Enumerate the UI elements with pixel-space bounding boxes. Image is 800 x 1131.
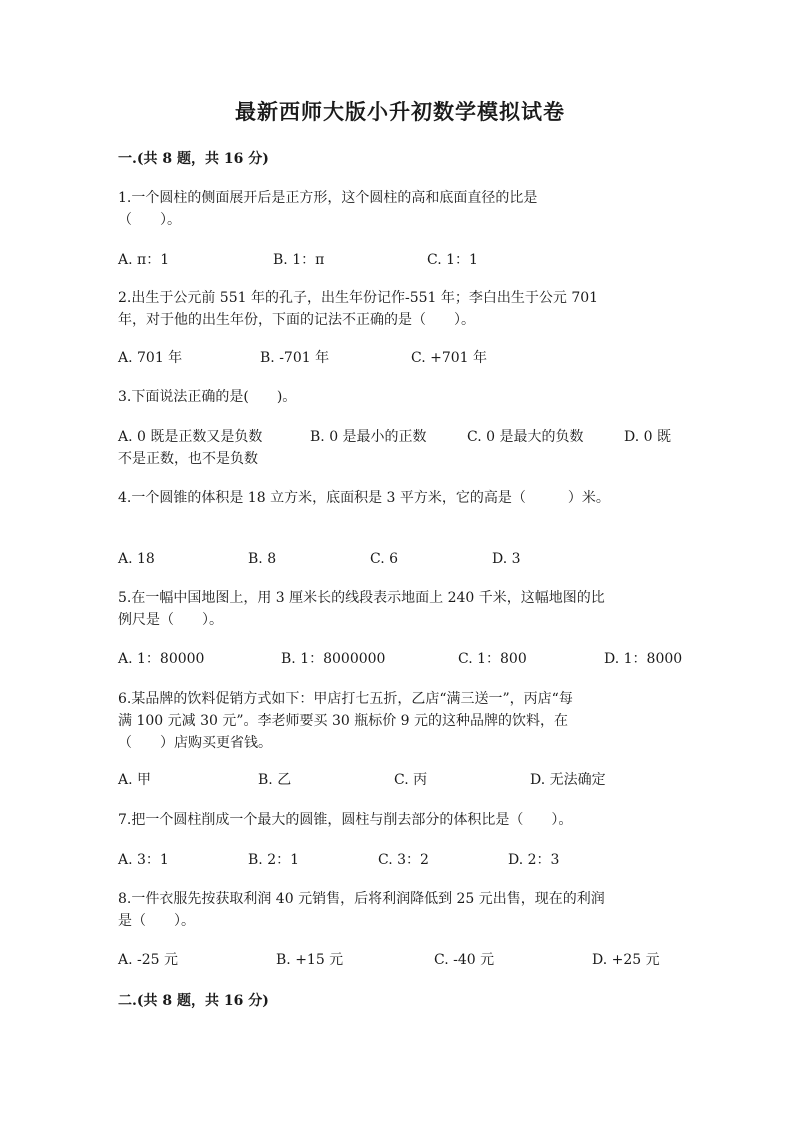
question-7 — [118, 809, 678, 831]
question-1-line-1: 1.一个圆柱的侧面展开后是正方形，这个圆柱的高和底面直径的比是 — [118, 190, 538, 206]
question-1 — [118, 187, 678, 231]
question-4-option-a: A. 18 — [118, 551, 155, 567]
question-6-option-a: A. 甲 — [118, 772, 152, 788]
question-4-option-d: D. 3 — [492, 551, 521, 567]
section-heading-2: 二.(共 8 题，共 16 分) — [118, 993, 269, 1009]
question-5-option-a: A. 1：80000 — [118, 651, 205, 667]
question-2 — [118, 287, 678, 331]
question-6-option-b: B. 乙 — [258, 772, 292, 788]
question-8-option-a: A. -25 元 — [118, 952, 179, 968]
question-3-option-d-continued: 不是正数，也不是负数 — [118, 451, 258, 467]
question-7-option-d: D. 2：3 — [508, 852, 560, 868]
question-2-option-a: A. 701 年 — [118, 350, 183, 366]
question-8-option-c: C. -40 元 — [434, 952, 495, 968]
question-4-option-c: C. 6 — [370, 551, 399, 567]
question-7-option-a: A. 3：1 — [118, 852, 169, 868]
question-3-line-1: 3.下面说法正确的是( )。 — [118, 389, 297, 405]
question-7-option-b: B. 2：1 — [248, 852, 300, 868]
question-7-option-c: C. 3：2 — [378, 852, 429, 868]
question-6-line-3: （ ）店购买更省钱。 — [118, 735, 272, 751]
question-3-option-c: C. 0 是最大的负数 — [467, 429, 584, 445]
question-8 — [118, 888, 678, 932]
question-8-line-1: 8.一件衣服先按获取利润 40 元销售，后将利润降低到 25 元出售，现在的利润 — [118, 891, 605, 907]
question-3 — [118, 386, 678, 408]
question-5-option-b: B. 1：8000000 — [281, 651, 386, 667]
question-2-line-2: 年，对于他的出生年份，下面的记法不正确的是（ ）。 — [118, 312, 475, 328]
question-2-option-c: C. +701 年 — [411, 350, 488, 366]
question-6-line-1: 6.某品牌的饮料促销方式如下：甲店打七五折，乙店“满三送一”，丙店“每 — [118, 691, 573, 707]
section-heading-1: 一.(共 8 题，共 16 分) — [118, 151, 269, 167]
question-6 — [118, 688, 678, 754]
question-2-line-1: 2.出生于公元前 551 年的孔子，出生年份记作-551 年；李白出生于公元 701 — [118, 290, 599, 306]
question-5-line-2: 例尺是（ ）。 — [118, 612, 223, 628]
question-7-line-1: 7.把一个圆柱削成一个最大的圆锥，圆柱与削去部分的体积比是（ ）。 — [118, 812, 573, 828]
question-4-line-1: 4.一个圆锥的体积是 18 立方米，底面积是 3 平方米，它的高是（ ）米。 — [118, 490, 610, 506]
question-5 — [118, 587, 678, 631]
question-6-option-c: C. 丙 — [394, 772, 428, 788]
question-8-line-2: 是（ ）。 — [118, 913, 195, 929]
question-4 — [118, 487, 678, 509]
question-6-line-2: 满 100 元减 30 元”。李老师要买 30 瓶标价 9 元的这种品牌的饮料，在 — [118, 713, 569, 729]
exam-title: 最新西师大版小升初数学模拟试卷 — [235, 99, 565, 124]
question-8-option-b: B. +15 元 — [276, 952, 344, 968]
question-1-line-2: （ ）。 — [118, 212, 181, 228]
question-3-option-b: B. 0 是最小的正数 — [310, 429, 427, 445]
question-8-option-d: D. +25 元 — [592, 952, 660, 968]
question-5-option-c: C. 1：800 — [458, 651, 527, 667]
question-5-line-1: 5.在一幅中国地图上，用 3 厘米长的线段表示地面上 240 千米，这幅地图的比 — [118, 590, 605, 606]
question-3-option-d: D. 0 既 — [624, 429, 671, 445]
question-1-option-c: C. 1：1 — [427, 252, 478, 268]
question-2-option-b: B. -701 年 — [260, 350, 330, 366]
question-1-option-b: B. 1：π — [273, 252, 325, 268]
question-6-option-d: D. 无法确定 — [530, 772, 606, 788]
question-5-option-d: D. 1：8000 — [604, 651, 683, 667]
question-4-option-b: B. 8 — [248, 551, 277, 567]
question-1-option-a: A. π：1 — [118, 252, 170, 268]
question-3-option-a: A. 0 既是正数又是负数 — [118, 429, 263, 445]
